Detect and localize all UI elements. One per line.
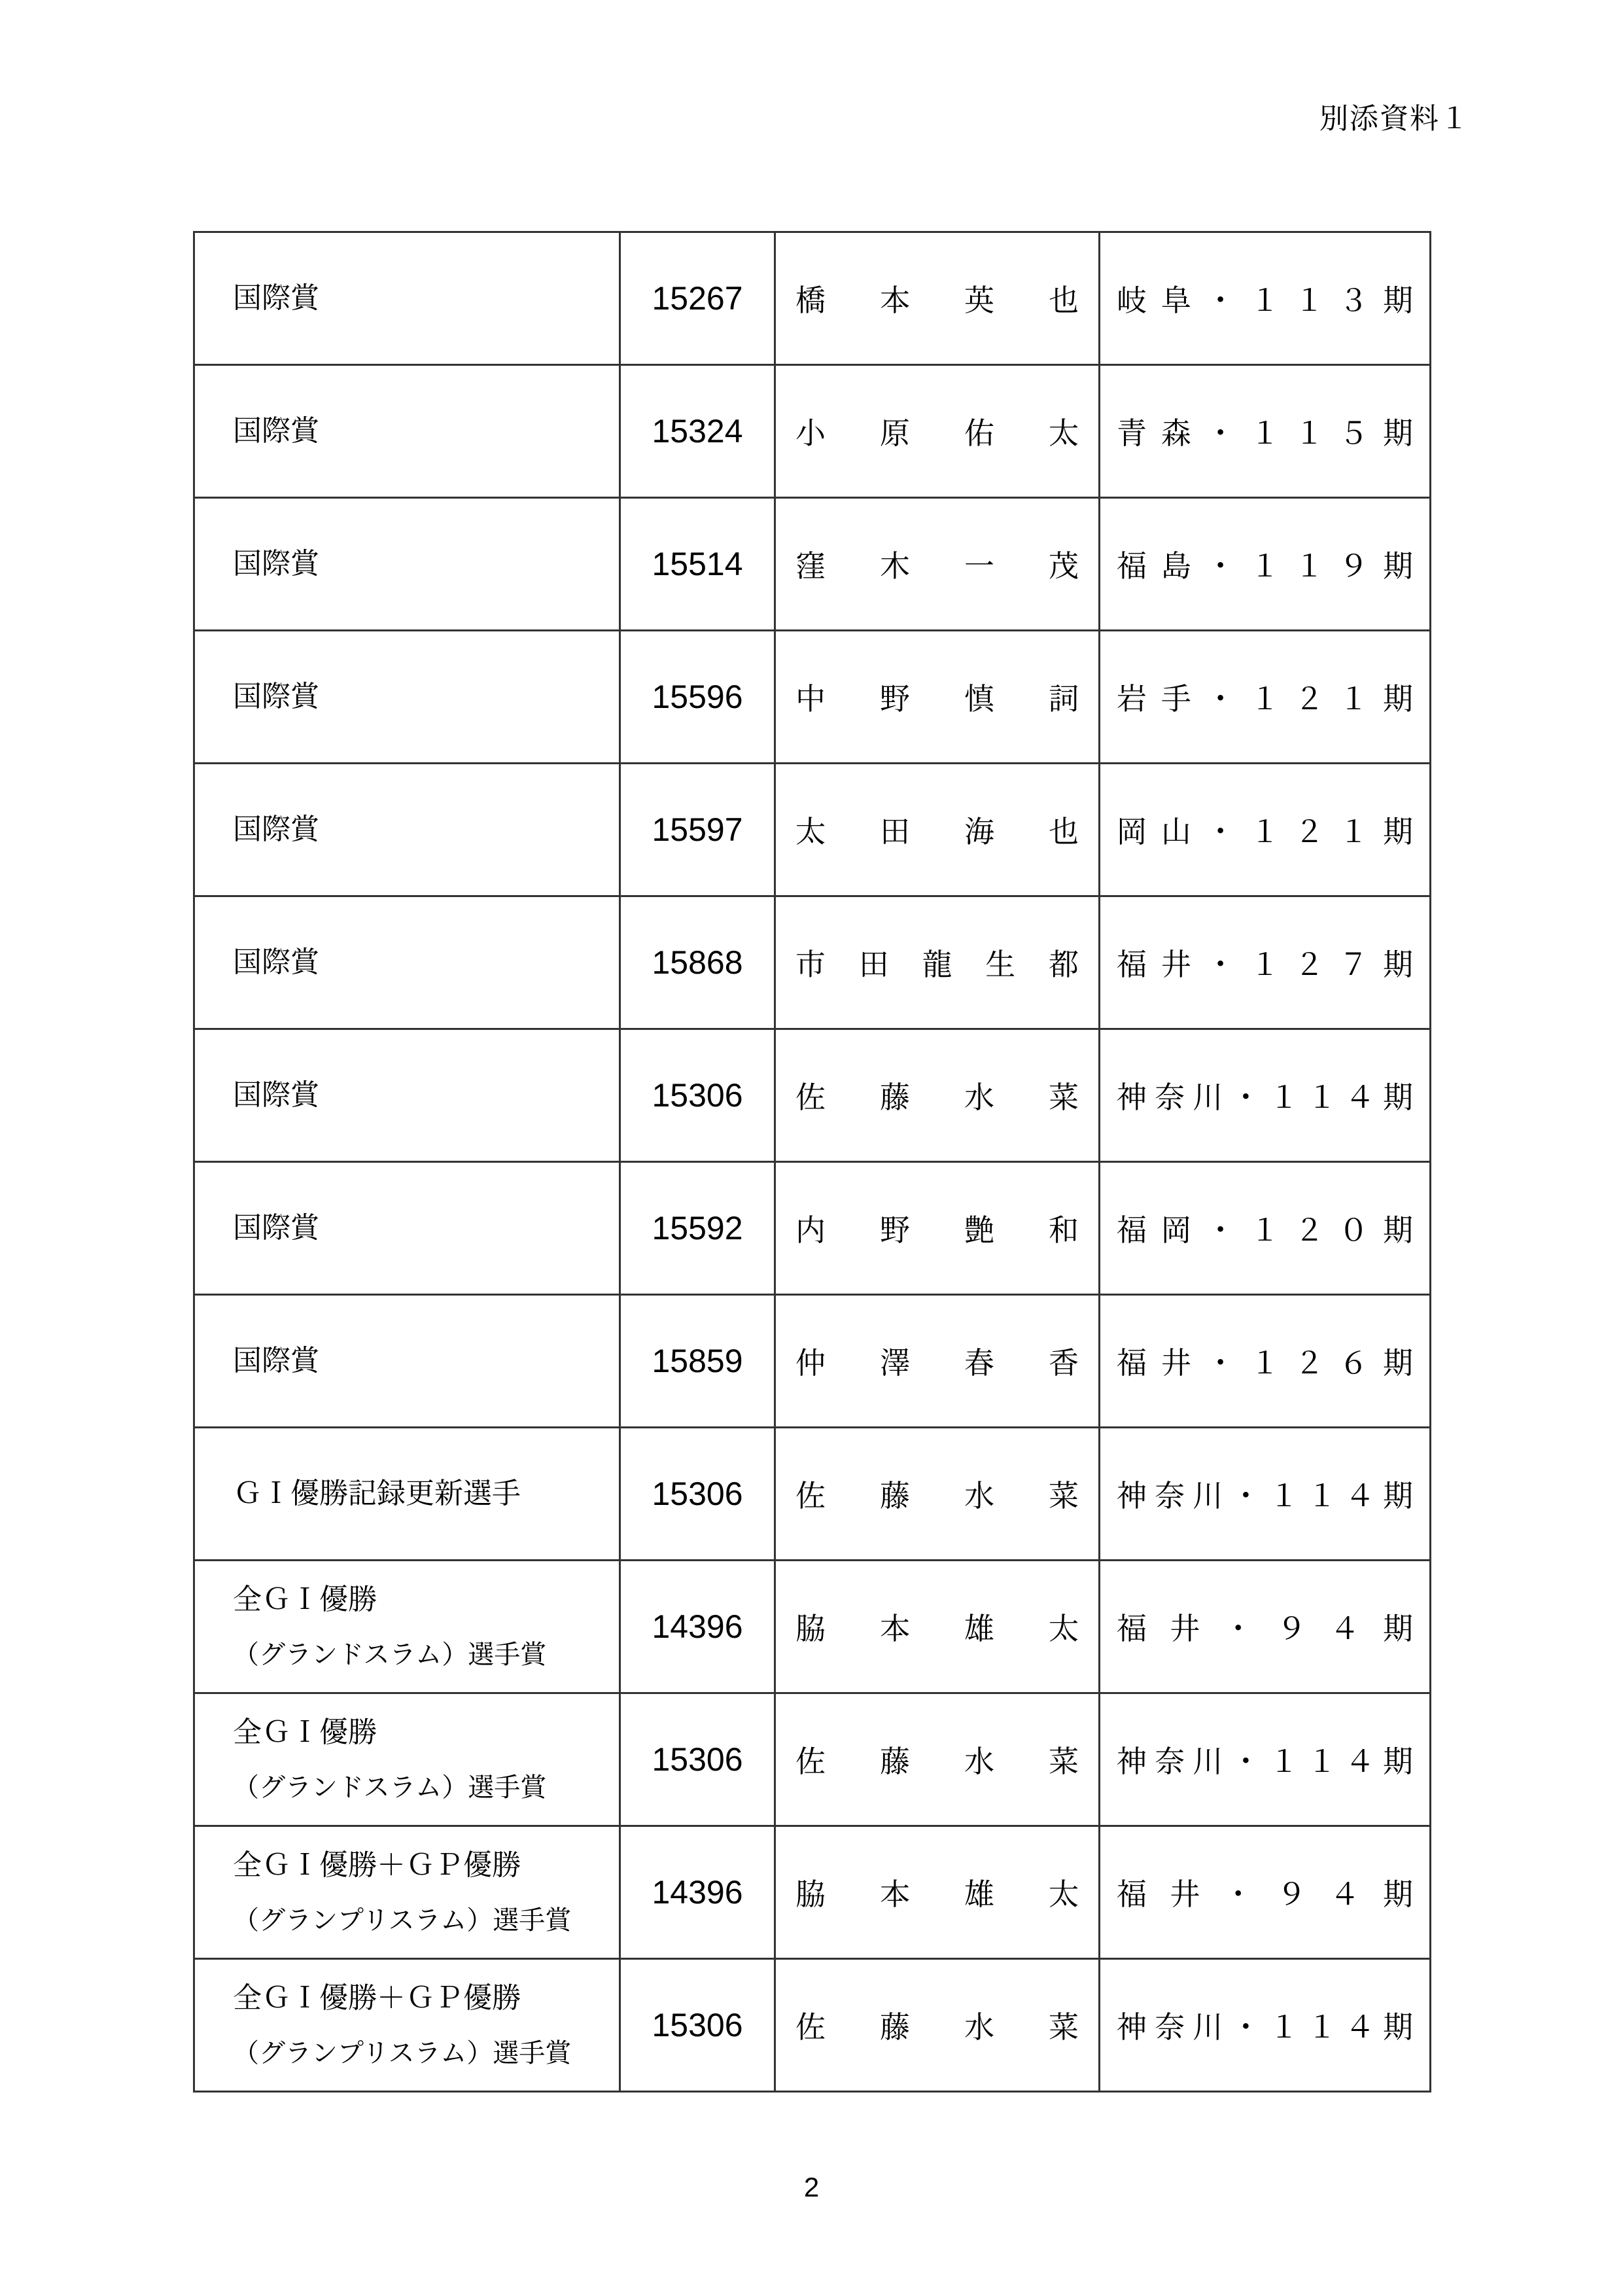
registration-number-cell: 15597 (620, 764, 775, 896)
athlete-name-cell: 脇本雄太 (775, 1561, 1100, 1693)
prefecture-period-cell: 青森・１１５期 (1100, 365, 1431, 498)
athlete-name-cell: 橋本英也 (775, 232, 1100, 365)
table-row (194, 232, 1431, 365)
prefecture-period-cell: 福井・１２７期 (1100, 896, 1431, 1029)
table-row (194, 896, 1431, 1029)
award-name-cell (194, 764, 620, 896)
award-name-cell (194, 232, 620, 365)
athlete-name-cell: 佐藤水菜 (775, 1693, 1100, 1826)
award-name: 国際賞 (233, 1344, 319, 1377)
page-number: 2 (803, 2172, 820, 2202)
award-name: 全ＧＩ優勝＋ＧＰ優勝 (233, 1848, 521, 1881)
award-name-cell (194, 1826, 620, 1959)
athlete-name-cell: 佐藤水菜 (775, 1959, 1100, 2092)
award-name-line2: （グランドスラム）選手賞 (233, 1773, 547, 1803)
registration-number-cell: 15267 (620, 232, 775, 365)
award-name: 全ＧＩ優勝 (233, 1583, 377, 1616)
registration-number-cell: 15859 (620, 1295, 775, 1428)
athlete-name-cell: 太田海也 (775, 764, 1100, 896)
prefecture-period-cell: 福井・９４期 (1100, 1561, 1431, 1693)
award-name-cell (194, 1162, 620, 1295)
registration-number-cell: 15514 (620, 498, 775, 631)
prefecture-period-cell: 神奈川・１１４期 (1100, 1428, 1431, 1561)
award-name-cell (194, 365, 620, 498)
prefecture-period-cell: 神奈川・１１４期 (1100, 1693, 1431, 1826)
athlete-name-cell: 内野艶和 (775, 1162, 1100, 1295)
award-name: 国際賞 (233, 547, 319, 580)
award-name: 国際賞 (233, 281, 319, 314)
table-row (194, 1029, 1431, 1162)
athlete-name-cell: 佐藤水菜 (775, 1029, 1100, 1162)
prefecture-period-cell: 神奈川・１１４期 (1100, 1959, 1431, 2092)
award-name-line2: （グランプリスラム）選手賞 (233, 1906, 572, 1935)
athlete-name-cell: 窪木一茂 (775, 498, 1100, 631)
prefecture-period-cell: 神奈川・１１４期 (1100, 1029, 1431, 1162)
table-row (194, 1561, 1431, 1693)
award-name: 国際賞 (233, 1078, 319, 1111)
athlete-name-cell: 仲澤春香 (775, 1295, 1100, 1428)
athlete-name-cell: 中野慎詞 (775, 631, 1100, 764)
prefecture-period-cell: 岩手・１２１期 (1100, 631, 1431, 764)
award-name: 全ＧＩ優勝 (233, 1716, 377, 1748)
athlete-name-cell: 脇本雄太 (775, 1826, 1100, 1959)
prefecture-period-cell: 福岡・１２０期 (1100, 1162, 1431, 1295)
table-row (194, 1693, 1431, 1826)
attachment-label: 別添資料１ (1319, 103, 1470, 135)
award-name: 国際賞 (233, 680, 319, 713)
table-row (194, 1959, 1431, 2092)
table-row (194, 1428, 1431, 1561)
prefecture-period-cell: 岐阜・１１３期 (1100, 232, 1431, 365)
athlete-name-cell: 佐藤水菜 (775, 1428, 1100, 1561)
award-name: ＧＩ優勝記録更新選手 (233, 1477, 521, 1510)
table-row (194, 1295, 1431, 1428)
award-name-cell (194, 1693, 620, 1826)
prefecture-period-cell: 岡山・１２１期 (1100, 764, 1431, 896)
athlete-name-cell: 市田龍生都 (775, 896, 1100, 1029)
registration-number-cell: 14396 (620, 1561, 775, 1693)
registration-number-cell: 15306 (620, 1693, 775, 1826)
award-name-cell (194, 1295, 620, 1428)
prefecture-period-cell: 福井・９４期 (1100, 1826, 1431, 1959)
prefecture-period-cell: 福島・１１９期 (1100, 498, 1431, 631)
table-row (194, 764, 1431, 896)
registration-number-cell: 15306 (620, 1428, 775, 1561)
award-table-body (194, 232, 1431, 2092)
award-name-cell (194, 1029, 620, 1162)
registration-number-cell: 15324 (620, 365, 775, 498)
table-row (194, 631, 1431, 764)
award-name-cell (194, 1561, 620, 1693)
table-row (194, 1826, 1431, 1959)
table-row (194, 1162, 1431, 1295)
award-name: 国際賞 (233, 414, 319, 447)
award-name-line2: （グランドスラム）選手賞 (233, 1640, 547, 1670)
athlete-name-cell: 小原佑太 (775, 365, 1100, 498)
award-name: 国際賞 (233, 813, 319, 845)
award-name: 国際賞 (233, 945, 319, 978)
registration-number-cell: 14396 (620, 1826, 775, 1959)
prefecture-period-cell: 福井・１２６期 (1100, 1295, 1431, 1428)
registration-number-cell: 15306 (620, 1959, 775, 2092)
award-name-cell (194, 1959, 620, 2092)
award-name-cell (194, 631, 620, 764)
award-name-line2: （グランプリスラム）選手賞 (233, 2039, 572, 2068)
award-table (193, 231, 1431, 2093)
award-name-cell (194, 896, 620, 1029)
table-row (194, 498, 1431, 631)
registration-number-cell: 15868 (620, 896, 775, 1029)
registration-number-cell: 15306 (620, 1029, 775, 1162)
award-name-cell (194, 498, 620, 631)
table-row (194, 365, 1431, 498)
award-name-cell (194, 1428, 620, 1561)
award-name: 全ＧＩ優勝＋ＧＰ優勝 (233, 1981, 521, 2014)
registration-number-cell: 15596 (620, 631, 775, 764)
award-name: 国際賞 (233, 1211, 319, 1244)
registration-number-cell: 15592 (620, 1162, 775, 1295)
